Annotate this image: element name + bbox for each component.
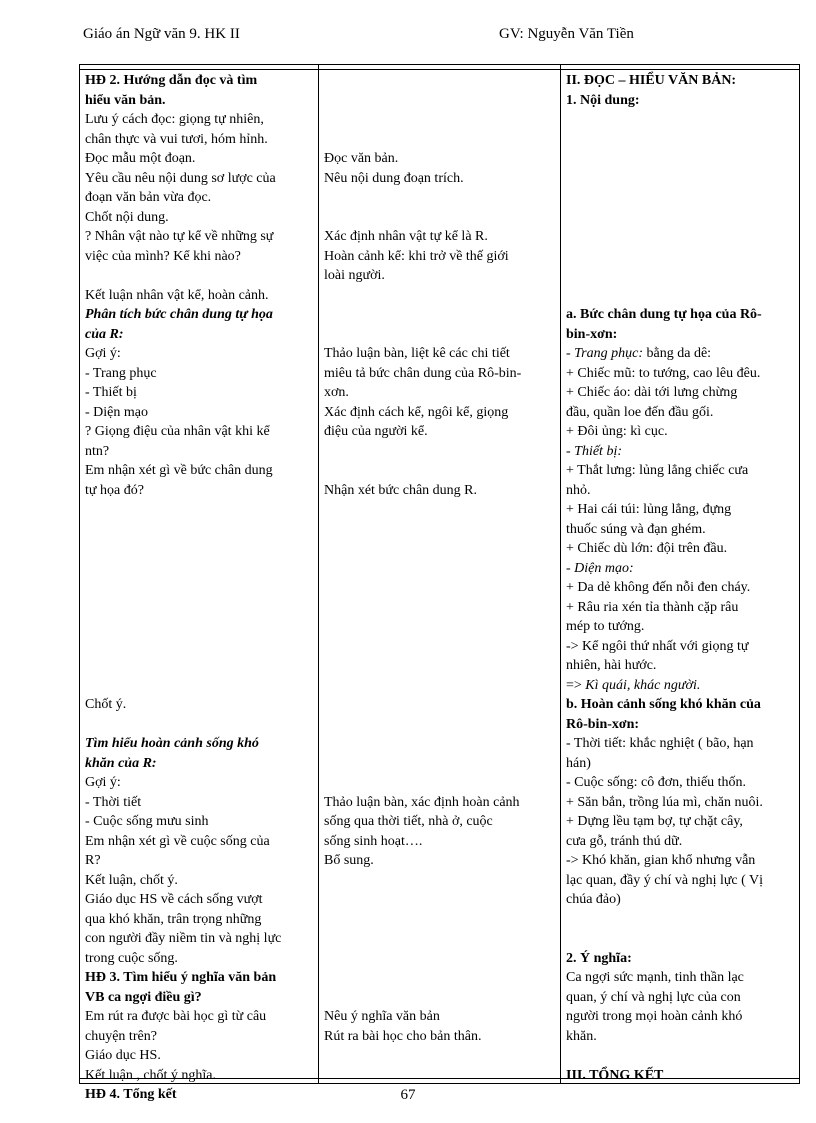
text-line: Rút ra bài học cho bản thân. [324, 1028, 482, 1044]
text-line: cưa gỗ, tránh thú dữ. [566, 833, 683, 849]
text-line [85, 676, 313, 696]
text-line: đoạn văn bản vừa đọc. [85, 190, 212, 205]
column-divider [560, 65, 561, 1083]
text-line [324, 91, 556, 111]
text-line [324, 695, 556, 715]
text-line: chúa đảo) [566, 892, 621, 907]
row-border-top [80, 69, 799, 70]
text-line: + Chiếc áo: dài tới lưng chừng [566, 385, 738, 400]
text-span: - [566, 346, 575, 361]
text-line: Thảo luận bàn, xác định hoàn cảnh [324, 794, 520, 810]
text-line: Tìm hiểu hoàn cảnh sống khó [85, 736, 259, 751]
text-line: miêu tả bức chân dung của Rô-bin- [324, 365, 522, 381]
text-line: việc của mình? Kể khi nào? [85, 248, 241, 264]
text-line: + Dựng lều tạm bợ, tự chặt cây, [566, 814, 743, 829]
text-line [566, 266, 798, 286]
text-line [324, 773, 556, 793]
text-line: Nêu ý nghĩa văn bản [324, 1009, 440, 1024]
text-line [85, 500, 313, 520]
text-span: Kì quái, khác người. [585, 677, 701, 693]
text-line [324, 305, 556, 325]
text-line [566, 344, 798, 364]
text-line [566, 227, 798, 247]
text-line [324, 539, 556, 559]
column-divider [318, 65, 319, 1083]
text-line: lạc quan, đầy ý chí và nghị lực ( Vị [566, 872, 764, 888]
text-line: III. TỔNG KẾT [566, 1067, 664, 1083]
text-line [324, 442, 556, 462]
text-line [566, 247, 798, 267]
text-line: sống sinh hoạt…. [324, 833, 423, 849]
text-line: Đọc văn bản. [324, 151, 399, 166]
text-line [566, 130, 798, 150]
text-line [324, 676, 556, 696]
text-line [85, 266, 313, 286]
text-line: - Thời tiết: khắc nghiệt ( bão, hạn [566, 736, 754, 751]
text-line: Kết luận, chốt ý. [85, 872, 178, 888]
text-line: - Thiết bị: [566, 443, 622, 459]
text-line: - Thiết bị [85, 385, 137, 400]
text-line: Giáo dục HS. [85, 1048, 161, 1063]
text-line [324, 871, 556, 891]
text-line: hán) [566, 755, 591, 771]
text-line: Xác định nhân vật tự kể là R. [324, 229, 488, 244]
text-line [324, 500, 556, 520]
text-line [85, 598, 313, 618]
text-line [324, 734, 556, 754]
text-line: Chốt ý. [85, 697, 127, 712]
text-line: ? Nhân vật nào tự kể về những sự [85, 229, 274, 244]
text-line: hiểu văn bản. [85, 92, 166, 108]
text-line [85, 637, 313, 657]
text-line: chân thực và vui tươi, hóm hỉnh. [85, 131, 268, 147]
text-line [566, 286, 798, 306]
text-line: khăn của R: [85, 755, 157, 771]
text-line: đầu, quần loe đến đầu gối. [566, 404, 714, 420]
text-line [324, 110, 556, 130]
text-line: HĐ 4. Tổng kết [85, 1087, 177, 1102]
text-line: - Trang phục [85, 365, 157, 381]
text-span: bằng da dê: [643, 346, 712, 361]
text-line: + Chiếc mũ: to tướng, cao lêu đêu. [566, 365, 761, 381]
text-line: Ca ngợi sức mạnh, tinh thần lạc [566, 970, 744, 985]
text-line: nhỏ. [566, 482, 591, 498]
student-activity-column [324, 71, 556, 1046]
text-line: - Diện mạo: [566, 560, 634, 576]
text-line: Giáo dục HS về cách sống vượt [85, 892, 263, 907]
text-line: Hoàn cảnh kể: khi trở về thế giới [324, 248, 509, 264]
text-line: xơn. [324, 385, 349, 400]
text-line [324, 656, 556, 676]
text-line: HĐ 2. Hướng dẫn đọc và tìm [85, 73, 258, 88]
text-line: điệu của người kể. [324, 424, 428, 439]
text-line: Gợi ý: [85, 346, 121, 361]
text-line: Bổ sung. [324, 853, 374, 868]
text-line [85, 578, 313, 598]
text-line: Xác định cách kể, ngôi kể, giọng [324, 404, 509, 420]
text-line: - Thời tiết [85, 794, 142, 810]
text-line [324, 130, 556, 150]
text-line [324, 559, 556, 579]
text-line [324, 715, 556, 735]
text-line: nhiên, hài hước. [566, 658, 657, 673]
text-line: trong cuộc sống. [85, 950, 178, 966]
text-line: loài người. [324, 268, 385, 283]
text-line [324, 286, 556, 306]
text-line: + Hai cái túi: lủng lẳng, đựng [566, 502, 732, 517]
text-line [566, 1046, 798, 1066]
text-line [85, 539, 313, 559]
text-span: => [566, 677, 586, 693]
text-line [85, 617, 313, 637]
header-right: GV: Nguyễn Văn Tiền [499, 26, 634, 42]
text-line: Lưu ý cách đọc: giọng tự nhiên, [85, 112, 264, 127]
text-line [324, 617, 556, 637]
text-line [324, 598, 556, 618]
text-line: Em nhận xét gì về bức chân dung [85, 463, 273, 478]
text-line [566, 910, 798, 930]
text-line: người trong mọi hoàn cảnh khó [566, 1009, 743, 1024]
text-line: -> Khó khăn, gian khổ nhưng vẫn [566, 853, 756, 868]
text-line: + Da dẻ không đến nỗi đen cháy. [566, 580, 751, 595]
text-line: ? Giọng điệu của nhân vật khi kể [85, 424, 270, 439]
text-line [85, 559, 313, 579]
text-line: quan, ý chí và nghị lực của con [566, 989, 741, 1005]
text-line: HĐ 3. Tìm hiểu ý nghĩa văn bản [85, 970, 277, 985]
text-line: VB ca ngợi điều gì? [85, 989, 202, 1005]
text-line [566, 676, 798, 696]
text-line: Nhận xét bức chân dung R. [324, 482, 477, 498]
text-line: a. Bức chân dung tự họa của Rô- [566, 307, 762, 322]
text-line [324, 71, 556, 91]
text-line [324, 754, 556, 774]
text-line: tự họa đó? [85, 482, 144, 498]
text-line [324, 890, 556, 910]
header-left: Giáo án Ngữ văn 9. HK II [83, 26, 240, 42]
text-line [324, 949, 556, 969]
text-line: 1. Nội dung: [566, 92, 640, 108]
page-number: 67 [400, 1087, 416, 1103]
text-line: Em nhận xét gì về cuộc sống của [85, 833, 270, 849]
text-line [324, 188, 556, 208]
text-line: - Cuộc sống: cô đơn, thiếu thốn. [566, 775, 747, 790]
text-line: khăn. [566, 1028, 597, 1044]
text-line: sống qua thời tiết, nhà ở, cuộc [324, 814, 493, 829]
text-line [566, 110, 798, 130]
text-line [566, 169, 798, 189]
text-line [324, 461, 556, 481]
text-line: qua khó khăn, trân trọng những [85, 911, 262, 927]
text-line [566, 929, 798, 949]
text-line [324, 520, 556, 540]
text-line [566, 208, 798, 228]
text-line: ntn? [85, 443, 110, 459]
text-line [324, 929, 556, 949]
text-line: II. ĐỌC – HIỂU VĂN BẢN: [566, 73, 737, 88]
text-line: Nêu nội dung đoạn trích. [324, 170, 464, 186]
text-line: + Đôi ủng: kì cục. [566, 424, 668, 439]
text-line: 2. Ý nghĩa: [566, 950, 632, 966]
text-line [324, 988, 556, 1008]
text-line: Chốt nội dung. [85, 209, 169, 225]
text-line: b. Hoàn cảnh sống khó khăn của [566, 697, 761, 712]
text-line: Yêu cầu nêu nội dung sơ lược của [85, 170, 276, 186]
content-column [566, 71, 798, 1085]
text-line: Rô-bin-xơn: [566, 716, 640, 732]
text-line [324, 578, 556, 598]
text-line [324, 637, 556, 657]
text-line [566, 188, 798, 208]
text-line: Phân tích bức chân dung tự họa [85, 307, 273, 322]
text-line: thuốc súng và đạn ghém. [566, 521, 706, 537]
text-line: + Săn bắn, trồng lúa mì, chăn nuôi. [566, 794, 763, 810]
text-line [85, 715, 313, 735]
text-line: chuyện trên? [85, 1028, 157, 1044]
text-line [324, 208, 556, 228]
text-line [85, 520, 313, 540]
text-line [324, 968, 556, 988]
text-line: Kết luận , chốt ý nghĩa. [85, 1067, 217, 1083]
text-line: Em rút ra được bài học gì từ câu [85, 1009, 267, 1024]
text-line [85, 656, 313, 676]
text-line: Kết luận nhân vật kể, hoàn cảnh. [85, 287, 269, 303]
text-line: - Diện mạo [85, 404, 148, 420]
text-line [324, 325, 556, 345]
text-line: mép to tướng. [566, 619, 645, 634]
text-line [324, 910, 556, 930]
text-line: con người đầy niềm tin và nghị lực [85, 931, 282, 946]
text-line [566, 149, 798, 169]
text-line: - Cuộc sống mưu sinh [85, 814, 209, 829]
text-line: của R: [85, 326, 124, 342]
text-line: + Râu ria xén tỉa thành cặp râu [566, 599, 739, 615]
text-line: R? [85, 853, 101, 868]
text-line: + Thắt lưng: lủng lẳng chiếc cưa [566, 463, 749, 478]
text-line: -> Kể ngôi thứ nhất với giọng tự [566, 638, 749, 654]
text-line: Đọc mẫu một đoạn. [85, 151, 196, 166]
text-span: Trang phục: [574, 346, 644, 361]
text-line: + Chiếc dù lớn: đội trên đầu. [566, 541, 728, 556]
text-line: Gợi ý: [85, 775, 121, 790]
text-line: bin-xơn: [566, 326, 618, 342]
text-line: Thảo luận bàn, liệt kê các chi tiết [324, 346, 510, 361]
teacher-activity-column [85, 71, 313, 1105]
